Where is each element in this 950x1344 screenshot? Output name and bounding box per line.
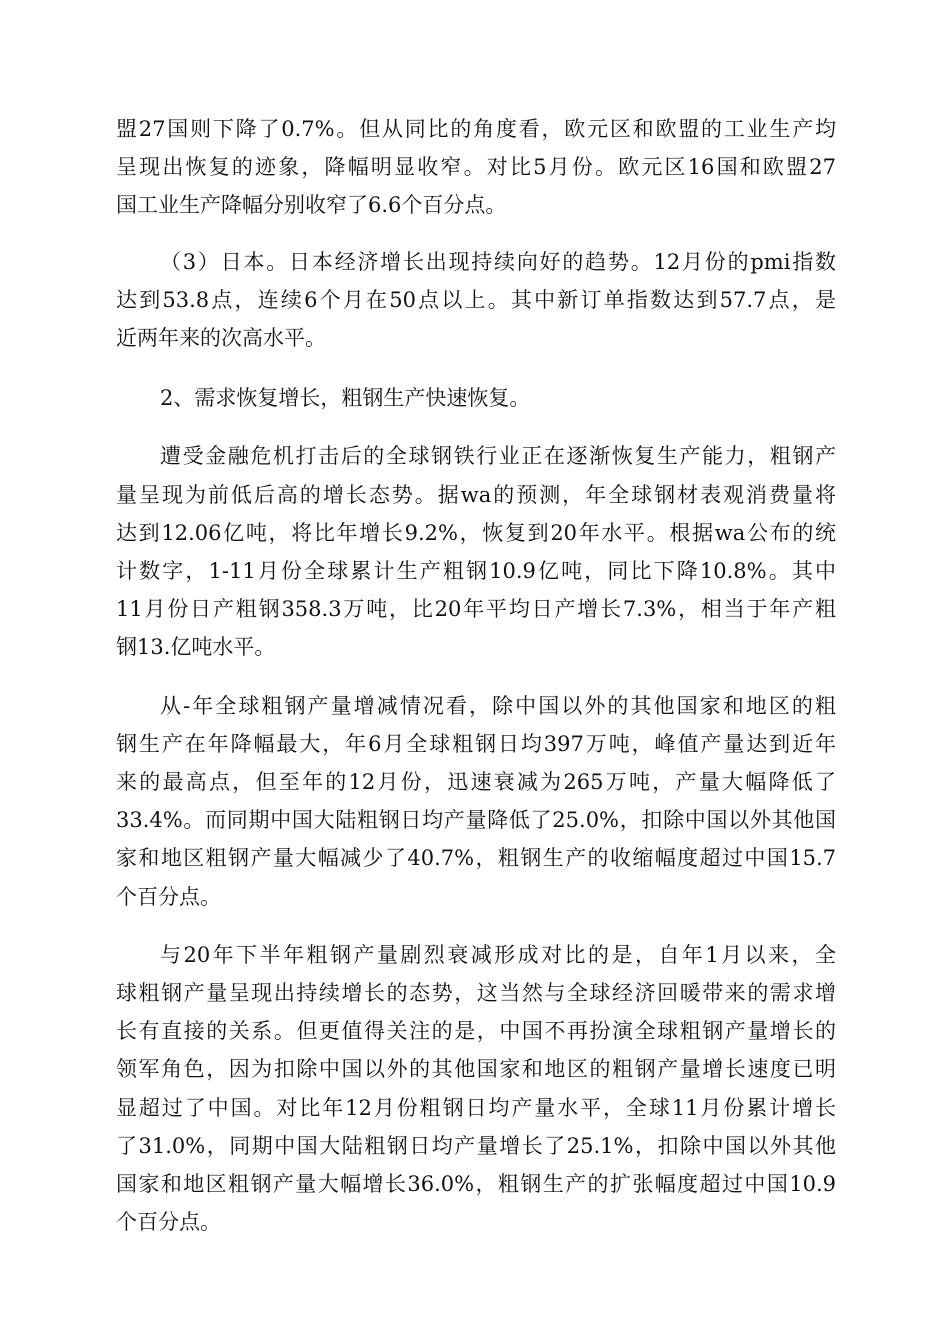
text-line: 钢13.亿吨水平。 bbox=[116, 635, 276, 660]
paragraph-steel-output-decline bbox=[116, 687, 836, 916]
text-line: 国工业生产降幅分别收窄了6.6个百分点。 bbox=[116, 193, 507, 218]
text-line: （3）日本。日本经济增长出现持续向好的趋势。12月份的pmi指数 bbox=[160, 249, 836, 274]
text-line: 达到53.8点，连续6个月在50点以上。其中新订单指数达到57.7点，是 bbox=[116, 287, 836, 312]
text-line: 长有直接的关系。但更值得关注的是，中国不再扮演全球粗钢产量增长的 bbox=[116, 1019, 836, 1044]
paragraph-eu-industrial-production bbox=[116, 110, 836, 225]
text-line: 个百分点。 bbox=[116, 884, 221, 909]
section-heading-demand-recovery bbox=[116, 379, 836, 417]
text-line: 近两年来的次高水平。 bbox=[116, 326, 326, 351]
text-line: 与20年下半年粗钢产量剧烈衰减形成对比的是，自年1月以来，全 bbox=[160, 942, 836, 967]
text-line: 遭受金融危机打击后的全球钢铁行业正在逐渐恢复生产能力，粗钢产 bbox=[160, 444, 836, 469]
text-line: 显超过了中国。对比年12月份粗钢日均产量水平，全球11月份累计增长 bbox=[116, 1095, 836, 1120]
text-line: 计数字，1-11月份全球累计生产粗钢10.9亿吨，同比下降10.8%。其中 bbox=[116, 559, 836, 584]
text-line: 来的最高点，但至年的12月份，迅速衰减为265万吨，产量大幅降低了 bbox=[116, 770, 836, 795]
text-line: 呈现出恢复的迹象，降幅明显收窄。对比5月份。欧元区16国和欧盟27 bbox=[116, 155, 836, 180]
document-page bbox=[116, 110, 836, 1261]
text-line: 11月份日产粗钢358.3万吨，比20年平均日产增长7.3%，相当于年产粗 bbox=[116, 597, 836, 622]
text-line: 个百分点。 bbox=[116, 1210, 221, 1235]
text-line: 33.4%。而同期中国大陆粗钢日均产量降低了25.0%，扣除中国以外其他国 bbox=[116, 808, 836, 833]
text-line: 盟27国则下降了0.7%。但从同比的角度看，欧元区和欧盟的工业生产均 bbox=[116, 117, 836, 141]
text-line: 领军角色，因为扣除中国以外的其他国家和地区的粗钢产量增长速度已明 bbox=[116, 1057, 836, 1082]
paragraph-steel-output-growth bbox=[116, 936, 836, 1242]
text-line: 从-年全球粗钢产量增减情况看，除中国以外的其他国家和地区的粗 bbox=[160, 693, 836, 718]
text-line: 家和地区粗钢产量大幅减少了40.7%，粗钢生产的收缩幅度超过中国15.7 bbox=[116, 846, 836, 871]
text-line: 量呈现为前低后高的增长态势。据wa的预测，年全球钢材表观消费量将 bbox=[116, 482, 836, 507]
paragraph-japan bbox=[116, 243, 836, 358]
text-line: 国家和地区粗钢产量大幅增长36.0%，粗钢生产的扩张幅度超过中国10.9 bbox=[116, 1172, 836, 1197]
text-line: 球粗钢产量呈现出持续增长的态势，这当然与全球经济回暖带来的需求增 bbox=[116, 981, 836, 1006]
text-line: 达到12.06亿吨，将比年增长9.2%，恢复到20年水平。根据wa公布的统 bbox=[116, 520, 836, 545]
text-line: 了31.0%，同期中国大陆粗钢日均产量增长了25.1%，扣除中国以外其他 bbox=[116, 1133, 836, 1158]
paragraph-global-steel-recovery bbox=[116, 437, 836, 666]
text-line: 2、需求恢复增长，粗钢生产快速恢复。 bbox=[160, 386, 531, 411]
text-line: 钢生产在年降幅最大，年6月全球粗钢日均397万吨，峰值产量达到近年 bbox=[116, 731, 836, 756]
